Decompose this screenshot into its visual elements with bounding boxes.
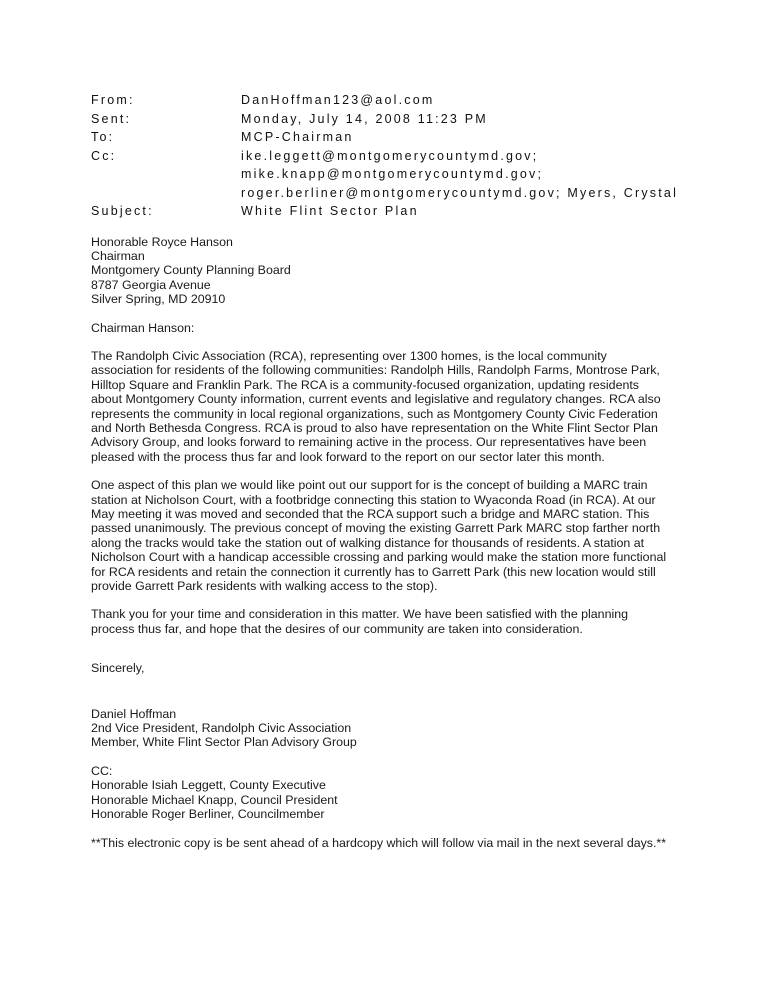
from-label: From: [91,93,135,107]
cc-line: ike.leggett@montgomerycountymd.gov; [241,148,539,163]
to-value: MCP-Chairman [241,130,354,144]
header-to-row [91,128,731,147]
email-header [91,91,731,221]
header-from-row [91,91,731,110]
subject-label: Subject: [91,204,154,218]
paragraph-line: Thank you for your time and consideration in this matter. We have been satisfied with the planning [91,607,629,622]
header-cc-row [91,147,731,203]
letter-page [91,91,731,850]
cc-line: mike.knapp@montgomerycountymd.gov; [241,167,544,181]
paragraph-line: One aspect of this plan we would like point out our support for is the concept of building a MARC train [91,478,648,493]
paragraph-line: for RCA residents and retain the connection it currently has to Garrett Park (this new location would still [91,564,656,579]
paragraph-line: Hilltop Square and Franklin Park. The RCA is a community-focused organization, updating residents [91,377,639,392]
cc-heading: CC: [91,763,113,778]
paragraph-line: represents the community in local regional organizations, such as Montgomery County Civic Federation [91,406,658,421]
paragraph-line: Advisory Group, and looks forward to remaining active in the process. Our representatives have been [91,435,647,450]
cc-label: Cc: [91,148,117,163]
paragraph-line: pleased with the process thus far and look forward to the report on our sector later this month. [91,449,605,464]
recipient-address [91,235,731,307]
cc-value [241,147,731,203]
paragraph-line: station at Nicholson Court, with a footbridge connecting this station to Wyaconda Road (in RCA). At our [91,492,656,507]
paragraph-line: process thus far, and hope that the desires of our community are taken into consideration. [91,621,583,636]
electronic-copy-note: **This electronic copy is be sent ahead of a hardcopy which will follow via mail in the next several days.** [91,835,667,850]
header-sent-row [91,110,731,129]
cc-line: roger.berliner@montgomerycountymd.gov; Myers, Crystal [241,185,679,200]
paragraph-line: provide Garrett Park residents with walking access to the stop). [91,579,438,594]
paragraph-line: along the tracks would take the station out of walking distance for thousands of residents. A station at [91,535,645,550]
signature-line: 2nd Vice President, Randolph Civic Association [91,721,352,736]
header-subject-row [91,202,731,221]
to-label: To: [91,130,115,144]
paragraph-line: passed unanimously. The previous concept of moving the existing Garrett Park MARC stop farther north [91,521,661,536]
cc-recipient: Honorable Michael Knapp, Council President [91,792,338,807]
sent-label: Sent: [91,111,132,126]
paragraph-line: Nicholson Court with a handicap accessible crossing and parking would make the station more functional [91,550,667,565]
from-value: DanHoffman123@aol.com [241,93,435,107]
signature-line: Member, White Flint Sector Plan Advisory Group [91,735,357,750]
cc-block [91,764,731,822]
address-line: Chairman [91,248,145,263]
paragraph-line: about Montgomery County information, current events and legislative and regulatory changes. RCA also [91,392,661,407]
cc-recipient: Honorable Isiah Leggett, County Executive [91,778,326,793]
paragraph-line: association for residents of the following communities: Randolph Hills, Randolph Farms, Montrose Park, [91,363,660,378]
closing: Sincerely, [91,661,145,676]
address-line: Honorable Royce Hanson [91,234,233,249]
salutation: Chairman Hanson: [91,320,195,335]
address-line: Montgomery County Planning Board [91,263,291,278]
cc-recipient: Honorable Roger Berliner, Councilmember [91,807,325,822]
paragraph-line: and North Bethesda Congress. RCA is proud to also have representation on the White Flint Sector Plan [91,420,658,435]
address-line: Silver Spring, MD 20910 [91,292,226,307]
paragraph-line: May meeting it was moved and seconded that the RCA support such a bridge and MARC station. This [91,507,650,521]
paragraph-line: The Randolph Civic Association (RCA), representing over 1300 homes, is the local community [91,348,607,363]
body-paragraph-3 [91,607,731,636]
body-paragraph-2 [91,478,731,593]
signature-block [91,707,731,750]
subject-value: White Flint Sector Plan [241,204,419,218]
signature-line: Daniel Hoffman [91,706,177,721]
address-line: 8787 Georgia Avenue [91,277,211,292]
sent-value: Monday, July 14, 2008 11:23 PM [241,111,488,126]
body-paragraph-1 [91,349,731,464]
